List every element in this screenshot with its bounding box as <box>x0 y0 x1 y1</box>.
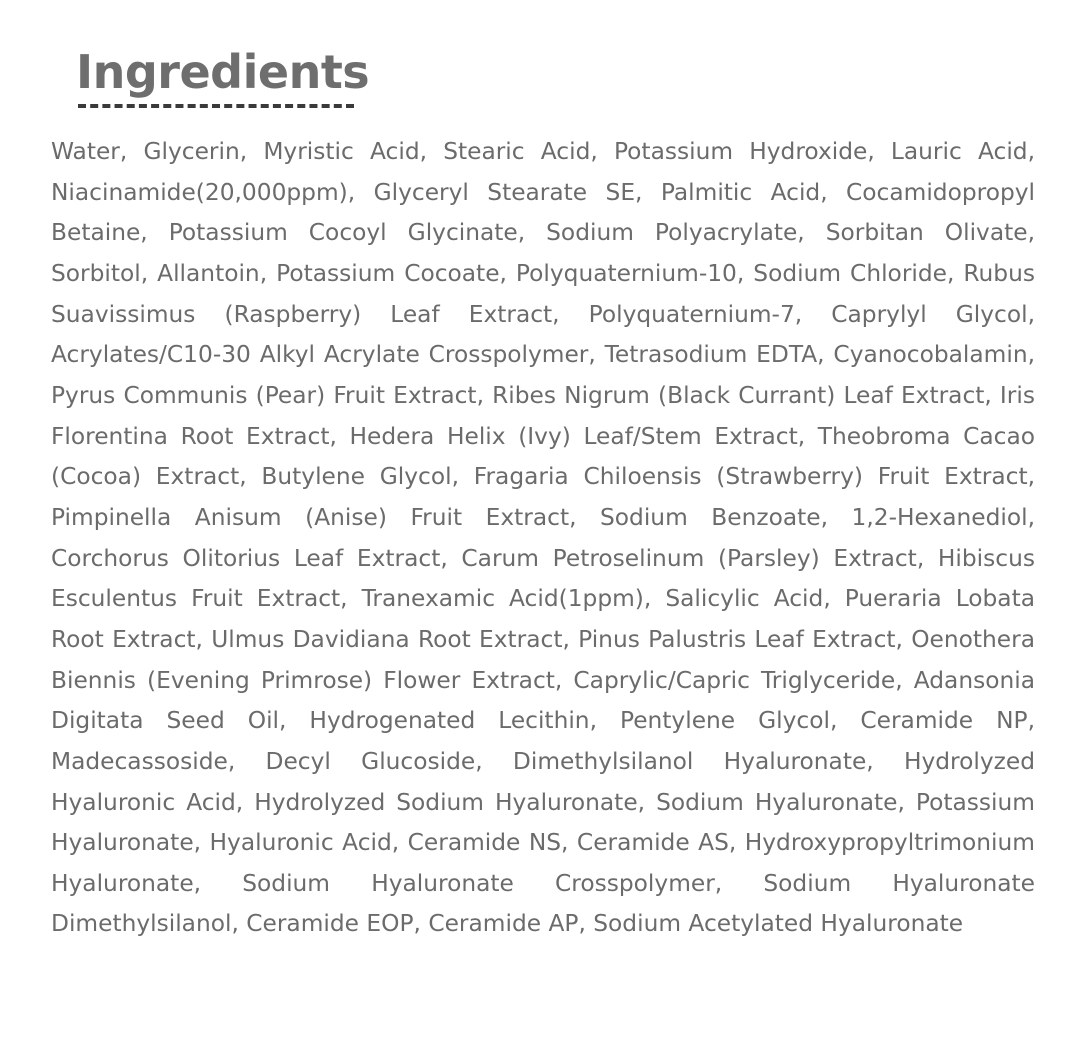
ingredients-list-text: Water, Glycerin, Myristic Acid, Stearic Acid, Potassium Hydroxide, Lauric Acid, Niacinamide(20,000ppm), Glyceryl Stearate SE, Palmitic Acid, Cocamidopropyl Betaine, Potassium Cocoyl Glycinate, Sodium Polyacrylate, Sorbitan Olivate, Sorbitol, Allantoin, Potassium Cocoate, Polyquaternium-10, Sodium Chloride, Rubus Suavissimus (Raspberry) Leaf Extract, Polyquaternium-7, Caprylyl Glycol, Acrylates/C10-30 Alkyl Acrylate Crosspolymer, Tetrasodium EDTA, Cyanocobalamin, Pyrus Communis (Pear) Fruit Extract, Ribes Nigrum (Black Currant) Leaf Extract, Iris Florentina Root Extract, Hedera Helix (Ivy) Leaf/Stem Extract, Theobroma Cacao (Cocoa) Extract, Butylene Glycol, Fragaria Chiloensis (Strawberry) Fruit Extract, Pimpinella Anisum (Anise) Fruit Extract, Sodium Benzoate, 1,2-Hexanediol, Corchorus Olitorius Leaf Extract, Carum Petroselinum (Parsley) Extract, Hibiscus Esculentus Fruit Extract, Tranexamic Acid(1ppm), Salicylic Acid, Pueraria Lobata Root Extract, Ulmus Davidiana Root Extract, Pinus Palustris Leaf Extract, Oenothera Biennis (Evening Primrose) Flower Extract, Caprylic/Capric Triglyceride, Adansonia Digitata Seed Oil, Hydrogenated Lecithin, Pentylene Glycol, Ceramide NP, Madecassoside, Decyl Glucoside, Dimethylsilanol Hyaluronate, Hydrolyzed Hyaluronic Acid, Hydrolyzed Sodium Hyaluronate, Sodium Hyaluronate, Potassium Hyaluronate, Hyaluronic Acid, Ceramide NS, Ceramide AS, Hydroxypropyltrimonium Hyaluronate, Sodium Hyaluronate Crosspolymer, Sodium Hyaluronate Dimethylsilanol, Ceramide EOP, Ceramide AP, Sodium Acetylated Hyaluronate <box>51 138 1035 938</box>
heading-dashed-underline <box>78 104 354 108</box>
ingredients-heading: Ingredients <box>76 45 370 99</box>
